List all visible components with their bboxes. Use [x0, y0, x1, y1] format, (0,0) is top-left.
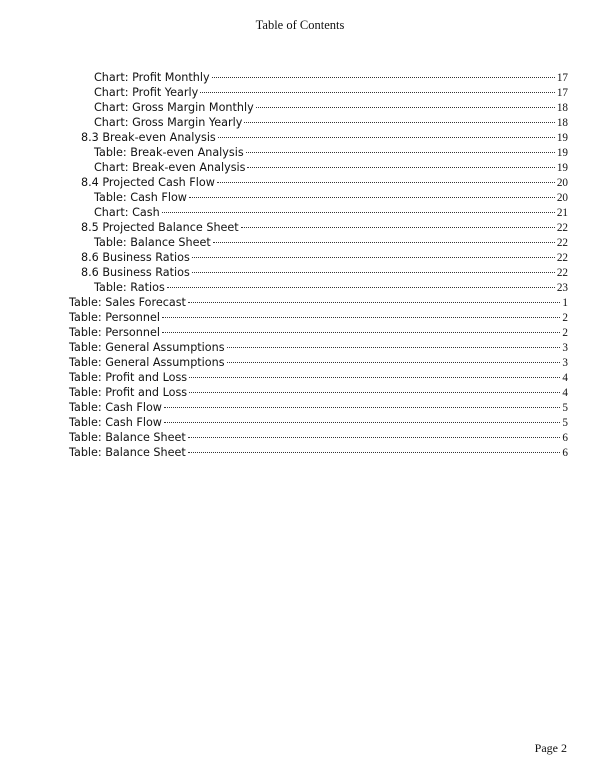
toc-dot-leader [188, 452, 561, 453]
toc-entry[interactable] [69, 370, 568, 385]
toc-entry-label: Table: Profit and Loss [69, 386, 188, 399]
toc-dot-leader [192, 257, 555, 258]
toc-dot-leader [192, 272, 555, 273]
toc-entry-page: 6 [562, 447, 568, 459]
toc-entry-label: Table: Break-even Analysis [94, 146, 244, 159]
toc-entry-label: Table: Balance Sheet [69, 431, 186, 444]
toc-entry[interactable] [94, 190, 568, 205]
toc-entry[interactable] [69, 325, 568, 340]
toc-entry-label: Table: Profit and Loss [69, 371, 188, 384]
toc-entry-page: 2 [562, 327, 568, 339]
page-header-title: Table of Contents [255, 18, 345, 32]
toc-entry-label: Table: Balance Sheet [94, 236, 211, 249]
toc-entry-page: 3 [562, 357, 568, 369]
toc-entry[interactable] [94, 85, 568, 100]
toc-dot-leader [188, 302, 560, 303]
toc-entry-page: 4 [562, 372, 568, 384]
toc-entry[interactable] [81, 265, 568, 280]
toc-dot-leader [162, 212, 555, 213]
toc-entry[interactable] [69, 430, 568, 445]
toc-entry[interactable] [94, 100, 568, 115]
toc-entry[interactable] [94, 145, 568, 160]
toc-entry-label: Table: Personnel [69, 311, 160, 324]
toc-dot-leader [246, 152, 555, 153]
toc-entry-label: 8.5 Projected Balance Sheet [81, 221, 239, 234]
toc-entry[interactable] [94, 280, 568, 295]
toc-dot-leader [212, 77, 555, 78]
toc-entry[interactable] [94, 205, 568, 220]
toc-entry-label: 8.6 Business Ratios [81, 266, 190, 279]
toc-entry-label: Table: General Assumptions [69, 356, 225, 369]
toc-dot-leader [162, 317, 560, 318]
toc-entry[interactable] [81, 220, 568, 235]
toc-entry-page: 23 [556, 282, 568, 294]
toc-entry-label: Chart: Break-even Analysis [94, 161, 246, 174]
toc-entry-label: 8.4 Projected Cash Flow [81, 176, 215, 189]
toc-entry-page: 3 [562, 342, 568, 354]
toc-entry[interactable] [94, 115, 568, 130]
toc-entry[interactable] [94, 235, 568, 250]
toc-entry-page: 18 [556, 102, 568, 114]
toc-entry[interactable] [69, 295, 568, 310]
toc-entry-label: Chart: Cash [94, 206, 160, 219]
toc-entry-label: Table: Cash Flow [69, 416, 162, 429]
toc-dot-leader [241, 227, 555, 228]
toc-entry-page: 22 [556, 222, 568, 234]
toc-entry[interactable] [69, 445, 568, 460]
toc-dot-leader [227, 347, 561, 348]
toc-entry[interactable] [69, 340, 568, 355]
toc-entry[interactable] [94, 160, 568, 175]
toc-entry-page: 18 [556, 117, 568, 129]
toc-entry-label: 8.3 Break-even Analysis [81, 131, 216, 144]
toc-entry-label: Chart: Profit Monthly [94, 71, 210, 84]
toc-entry-label: Chart: Gross Margin Yearly [94, 116, 243, 129]
toc-entry-page: 5 [562, 417, 568, 429]
toc-entry-label: Chart: Profit Yearly [94, 86, 199, 99]
toc-entry-page: 22 [556, 252, 568, 264]
toc-entry[interactable] [69, 385, 568, 400]
toc-dot-leader [217, 182, 555, 183]
toc-entry-label: Table: Cash Flow [94, 191, 187, 204]
toc-entry-page: 21 [556, 207, 568, 219]
toc-dot-leader [188, 437, 561, 438]
toc-entry-page: 6 [562, 432, 568, 444]
toc-entry-page: 4 [562, 387, 568, 399]
toc-entry-label: 8.6 Business Ratios [81, 251, 190, 264]
toc-entry-page: 2 [562, 312, 568, 324]
toc-dot-leader [200, 92, 555, 93]
toc-dot-leader [244, 122, 554, 123]
toc-dot-leader [164, 422, 560, 423]
page-number-footer: Page 2 [534, 741, 567, 755]
toc-entry-page: 17 [556, 87, 568, 99]
toc-entry[interactable] [69, 415, 568, 430]
toc-dot-leader [164, 407, 560, 408]
toc-entry-label: Table: Cash Flow [69, 401, 162, 414]
toc-dot-leader [218, 137, 555, 138]
toc-dot-leader [189, 377, 560, 378]
toc-dot-leader [167, 287, 555, 288]
toc-entry-page: 22 [556, 237, 568, 249]
toc-dot-leader [189, 197, 555, 198]
toc-entry-page: 19 [556, 147, 568, 159]
toc-entry-label: Table: Personnel [69, 326, 160, 339]
toc-dot-leader [247, 167, 554, 168]
toc-entry-page: 20 [556, 192, 568, 204]
toc-entry-label: Table: Sales Forecast [69, 296, 186, 309]
toc-entry-page: 17 [556, 72, 568, 84]
toc-entry-page: 19 [556, 132, 568, 144]
toc-entry[interactable] [81, 175, 568, 190]
toc-dot-leader [189, 392, 560, 393]
toc-entry-label: Table: General Assumptions [69, 341, 225, 354]
toc-dot-leader [213, 242, 555, 243]
toc-entry-label: Chart: Gross Margin Monthly [94, 101, 254, 114]
toc-entry[interactable] [69, 355, 568, 370]
toc-dot-leader [162, 332, 560, 333]
toc-entry[interactable] [81, 250, 568, 265]
toc-entry-label: Table: Ratios [94, 281, 165, 294]
toc-entry-page: 5 [562, 402, 568, 414]
toc-entry-label: Table: Balance Sheet [69, 446, 186, 459]
toc-entry[interactable] [81, 130, 568, 145]
toc-entry-page: 20 [556, 177, 568, 189]
toc-entry[interactable] [69, 310, 568, 325]
toc-entry[interactable] [69, 400, 568, 415]
toc-entry[interactable] [94, 70, 568, 85]
toc-dot-leader [256, 107, 555, 108]
toc-entry-page: 19 [556, 162, 568, 174]
toc-entry-page: 1 [562, 297, 568, 309]
toc-dot-leader [227, 362, 561, 363]
toc-entry-page: 22 [556, 267, 568, 279]
